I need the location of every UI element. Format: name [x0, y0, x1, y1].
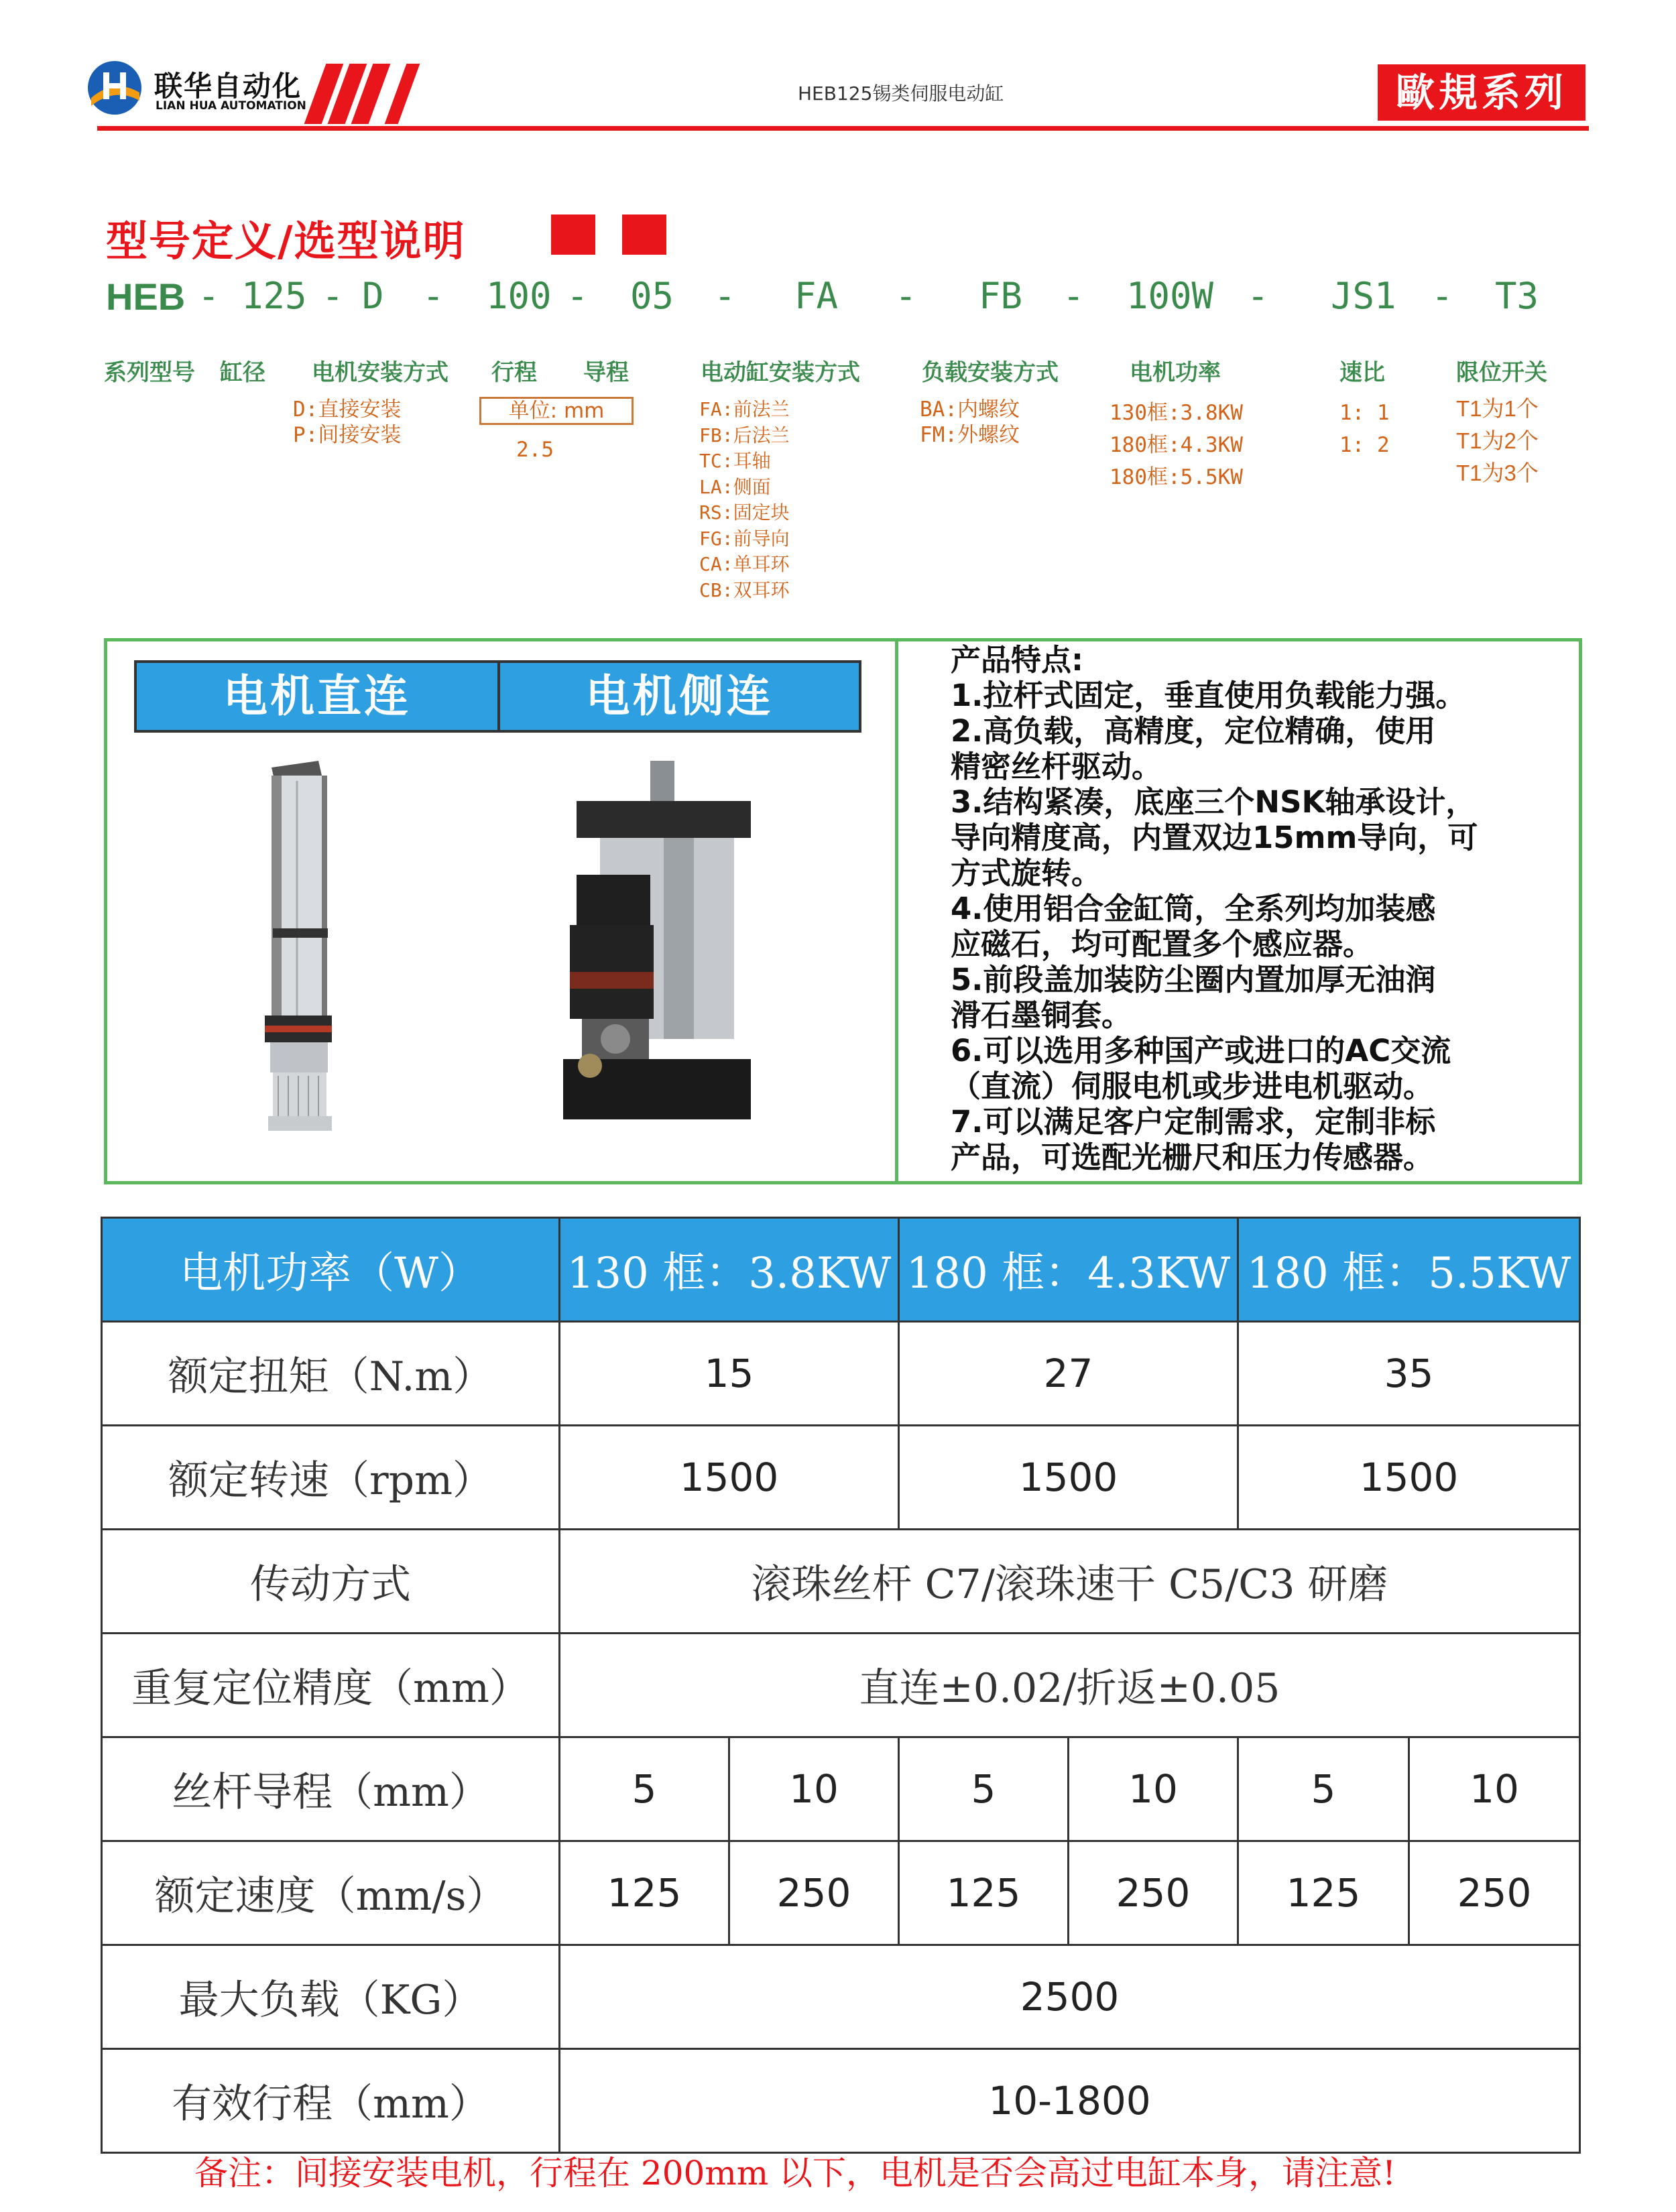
- actuator-side-image: [563, 761, 764, 1123]
- option-item: TC:耳轴: [699, 450, 771, 472]
- table-row: [102, 1218, 1580, 1322]
- feature-line: 7.可以满足客户定制需求，定制非标: [951, 1104, 1436, 1140]
- decorative-square: [551, 214, 595, 255]
- header-cell: 电机功率（W）: [102, 1218, 560, 1322]
- table-cell: 27: [899, 1322, 1238, 1426]
- label-motor-mount: 电机安装方式: [312, 359, 448, 386]
- header-cell: 180 框：5.5KW: [1238, 1218, 1580, 1322]
- row-label: 额定速度（mm/s）: [102, 1841, 560, 1945]
- table-row: [102, 1530, 1580, 1634]
- option-item: FG:前导向: [699, 527, 790, 550]
- table-row: [102, 1634, 1580, 1737]
- code-ratio: JS1: [1331, 275, 1396, 317]
- code-dash: -: [322, 275, 344, 317]
- option-item: T1为3个: [1456, 460, 1539, 485]
- table-cell: 125: [560, 1841, 729, 1945]
- row-label: 额定转速（rpm）: [102, 1426, 560, 1530]
- code-power: 100W: [1126, 275, 1214, 317]
- header-cell: 130 框：3.8KW: [560, 1218, 899, 1322]
- label-bore: 缸径: [220, 359, 265, 386]
- option-item: T1为2个: [1456, 428, 1539, 453]
- row-label: 传动方式: [102, 1530, 560, 1634]
- table-cell: 125: [1238, 1841, 1409, 1945]
- label-cyl-mount: 电动缸安装方式: [701, 359, 860, 386]
- table-cell: 250: [1409, 1841, 1580, 1945]
- decorative-stripe: [385, 64, 420, 124]
- table-cell: 2500: [560, 1945, 1580, 2049]
- code-cyl-mount: FA: [794, 275, 839, 317]
- spec-table: [101, 1217, 1581, 2154]
- features-text: [951, 642, 1554, 1175]
- decorative-square: [622, 214, 666, 255]
- label-load-mount: 负载安装方式: [922, 359, 1059, 386]
- code-dash: -: [566, 275, 589, 317]
- tab-direct-connect[interactable]: 电机直连: [223, 670, 411, 722]
- series-badge: 歐規系列: [1378, 64, 1585, 121]
- code-limit: T3: [1495, 275, 1539, 317]
- logo-company-english: LIAN HUA AUTOMATION: [156, 99, 306, 113]
- row-label: 额定扭矩（N.m）: [102, 1322, 560, 1426]
- table-cell: 5: [1238, 1737, 1409, 1841]
- stroke-unit-box: 单位: mm: [479, 397, 634, 425]
- label-series: 系列型号: [104, 359, 195, 386]
- document-title: HEB125锡类伺服电动缸: [798, 82, 1004, 105]
- row-label: 有效行程（mm）: [102, 2049, 560, 2153]
- label-ratio: 速比: [1339, 359, 1385, 386]
- table-cell: 1500: [560, 1426, 899, 1530]
- table-cell: 10: [1069, 1737, 1238, 1841]
- table-cell: 直连±0.02/折返±0.05: [560, 1634, 1580, 1737]
- code-dash: -: [714, 275, 736, 317]
- code-dash: -: [1063, 275, 1085, 317]
- option-item: 180框:5.5KW: [1110, 465, 1243, 489]
- option-item: D:直接安装: [293, 397, 402, 422]
- code-stroke: 100: [486, 275, 552, 317]
- table-row: [102, 1426, 1580, 1530]
- option-item: BA:内螺纹: [920, 397, 1020, 422]
- table-cell: 125: [899, 1841, 1069, 1945]
- option-item: P:间接安装: [293, 423, 402, 447]
- table-cell: 5: [899, 1737, 1069, 1841]
- table-cell: 250: [729, 1841, 899, 1945]
- option-item: FM:外螺纹: [920, 423, 1020, 447]
- label-lead: 导程: [583, 359, 629, 386]
- label-stroke: 行程: [491, 359, 537, 386]
- option-item: CA:单耳环: [699, 553, 790, 575]
- option-item: CB:双耳环: [699, 578, 790, 601]
- features-divider: [895, 638, 898, 1184]
- feature-line: 导向精度高，内置双边15mm导向，可: [951, 820, 1478, 855]
- table-row: [102, 1945, 1580, 2049]
- options-cyl-mount: [699, 397, 790, 603]
- table-row: [102, 1737, 1580, 1841]
- label-limit: 限位开关: [1456, 359, 1547, 386]
- code-series: HEB: [106, 275, 186, 318]
- feature-line: 应磁石，均可配置多个感应器。: [951, 926, 1374, 962]
- code-dash: -: [198, 275, 220, 317]
- table-row: [102, 2049, 1580, 2153]
- feature-line: 5.前段盖加装防尘圈内置加厚无油润: [951, 962, 1436, 997]
- feature-line: 2.高负载，高精度，定位精确，使用: [951, 713, 1436, 749]
- option-item: 1: 1: [1339, 401, 1390, 425]
- table-row: [102, 1322, 1580, 1426]
- option-item: 130框:3.8KW: [1110, 401, 1243, 425]
- tab-side-connect[interactable]: 电机侧连: [585, 670, 774, 722]
- table-cell: 滚珠丝杆 C7/滚珠速干 C5/C3 研磨: [560, 1530, 1580, 1634]
- table-cell: 10-1800: [560, 2049, 1580, 2153]
- feature-line: 精密丝杆驱动。: [951, 749, 1162, 784]
- feature-line: 4.使用铝合金缸筒，全系列均加装感: [951, 891, 1436, 926]
- code-dash: -: [422, 275, 444, 317]
- options-power: [1110, 397, 1243, 493]
- table-cell: 5: [560, 1737, 729, 1841]
- option-item: FB:后法兰: [699, 424, 790, 446]
- table-cell: 10: [1409, 1737, 1580, 1841]
- table-cell: 15: [560, 1322, 899, 1426]
- option-item: RS:固定块: [699, 501, 790, 524]
- options-limit: [1456, 393, 1539, 489]
- section-title: 型号定义/选型说明: [106, 217, 466, 265]
- options-load-mount: [920, 397, 1020, 448]
- features-title: 产品特点:: [951, 642, 1083, 678]
- options-motor-mount: [293, 397, 401, 448]
- feature-line: 6.可以选用多种国产或进口的AC交流: [951, 1033, 1451, 1068]
- logo-icon: [86, 59, 143, 117]
- feature-line: 方式旋转。: [951, 855, 1102, 891]
- code-dash: -: [1247, 275, 1269, 317]
- table-cell: 10: [729, 1737, 899, 1841]
- code-lead: 05: [630, 275, 674, 317]
- footer-note: 备注：间接安装电机，行程在 200mm 以下，电机是否会高过电缸本身，请注意!: [194, 2154, 1396, 2193]
- table-cell: 1500: [899, 1426, 1238, 1530]
- table-row: [102, 1841, 1580, 1945]
- option-item: FA:前法兰: [699, 398, 790, 420]
- connection-tabs: [134, 660, 861, 733]
- feature-line: 3.结构紧凑，底座三个NSK轴承设计，: [951, 784, 1476, 820]
- option-item: 1: 2: [1339, 433, 1390, 457]
- option-item: LA:侧面: [699, 475, 771, 498]
- row-label: 最大负载（KG）: [102, 1945, 560, 2049]
- code-mount: D: [362, 275, 384, 317]
- actuator-direct-image: [245, 761, 345, 1136]
- table-cell: 250: [1069, 1841, 1238, 1945]
- row-label: 重复定位精度（mm）: [102, 1634, 560, 1737]
- option-item: 180框:4.3KW: [1110, 433, 1243, 457]
- code-bore: 125: [241, 275, 307, 317]
- code-dash: -: [895, 275, 917, 317]
- logo-company-name: 联华自动化: [154, 70, 302, 103]
- feature-line: （直流）伺服电机或步进电机驱动。: [951, 1068, 1434, 1104]
- options-ratio: [1339, 397, 1390, 461]
- header-cell: 180 框：4.3KW: [899, 1218, 1238, 1322]
- row-label: 丝杆导程（mm）: [102, 1737, 560, 1841]
- table-cell: 1500: [1238, 1426, 1580, 1530]
- header-rule: [97, 126, 1589, 131]
- code-load-mount: FB: [979, 275, 1023, 317]
- code-dash: -: [1431, 275, 1453, 317]
- table-cell: 35: [1238, 1322, 1580, 1426]
- option-item: T1为1个: [1456, 396, 1539, 421]
- feature-line: 产品，可选配光栅尺和压力传感器。: [951, 1140, 1434, 1175]
- label-power: 电机功率: [1130, 359, 1221, 386]
- option-lead: 2.5: [516, 438, 554, 462]
- feature-line: 滑石墨铜套。: [951, 997, 1132, 1033]
- feature-line: 1.拉杆式固定，垂直使用负载能力强。: [951, 678, 1466, 713]
